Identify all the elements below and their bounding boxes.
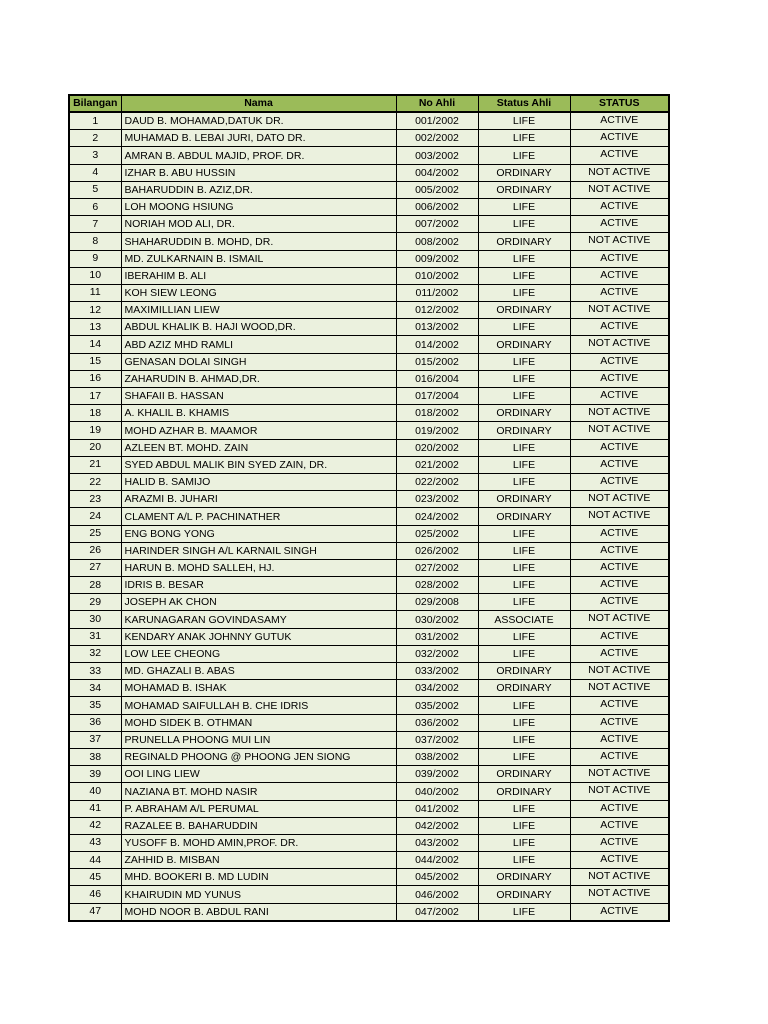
cell-no-ahli: 033/2002 — [396, 663, 478, 680]
cell-nama: IZHAR B. ABU HUSSIN — [121, 164, 396, 181]
cell-bilangan: 11 — [69, 284, 121, 301]
cell-bilangan: 4 — [69, 164, 121, 181]
table-row — [69, 611, 669, 628]
cell-status: ACTIVE — [570, 852, 669, 869]
table-row — [69, 748, 669, 765]
cell-status-ahli: ORDINARY — [478, 405, 570, 422]
cell-status-ahli: LIFE — [478, 370, 570, 387]
cell-nama: KHAIRUDIN MD YUNUS — [121, 886, 396, 903]
cell-no-ahli: 026/2002 — [396, 542, 478, 559]
cell-no-ahli: 003/2002 — [396, 147, 478, 164]
cell-bilangan: 44 — [69, 852, 121, 869]
cell-bilangan: 45 — [69, 869, 121, 886]
cell-no-ahli: 037/2002 — [396, 731, 478, 748]
table-row — [69, 164, 669, 181]
cell-bilangan: 43 — [69, 834, 121, 851]
table-row — [69, 422, 669, 439]
cell-nama: HARUN B. MOHD SALLEH, HJ. — [121, 559, 396, 576]
cell-no-ahli: 010/2002 — [396, 267, 478, 284]
cell-nama: SHAHARUDDIN B. MOHD, DR. — [121, 233, 396, 250]
cell-no-ahli: 013/2002 — [396, 319, 478, 336]
cell-bilangan: 3 — [69, 147, 121, 164]
cell-nama: ARAZMI B. JUHARI — [121, 491, 396, 508]
table-row — [69, 766, 669, 783]
cell-status-ahli: LIFE — [478, 748, 570, 765]
cell-no-ahli: 027/2002 — [396, 559, 478, 576]
table-row — [69, 508, 669, 525]
cell-status: NOT ACTIVE — [570, 491, 669, 508]
cell-bilangan: 33 — [69, 663, 121, 680]
cell-nama: MD. GHAZALI B. ABAS — [121, 663, 396, 680]
cell-no-ahli: 022/2002 — [396, 473, 478, 490]
cell-bilangan: 30 — [69, 611, 121, 628]
table-row — [69, 112, 669, 130]
cell-status: NOT ACTIVE — [570, 336, 669, 353]
cell-no-ahli: 009/2002 — [396, 250, 478, 267]
cell-nama: MOHD SIDEK B. OTHMAN — [121, 714, 396, 731]
cell-status: ACTIVE — [570, 130, 669, 147]
table-row — [69, 439, 669, 456]
cell-nama: KOH SIEW LEONG — [121, 284, 396, 301]
cell-nama: IBERAHIM B. ALI — [121, 267, 396, 284]
cell-nama: BAHARUDDIN B. AZIZ,DR. — [121, 181, 396, 198]
table-row — [69, 250, 669, 267]
cell-status-ahli: LIFE — [478, 645, 570, 662]
cell-nama: PRUNELLA PHOONG MUI LIN — [121, 731, 396, 748]
cell-status-ahli: LIFE — [478, 353, 570, 370]
cell-nama: MOHAMAD B. ISHAK — [121, 680, 396, 697]
cell-status-ahli: ORDINARY — [478, 233, 570, 250]
cell-no-ahli: 020/2002 — [396, 439, 478, 456]
cell-status: NOT ACTIVE — [570, 663, 669, 680]
cell-nama: ABD AZIZ MHD RAMLI — [121, 336, 396, 353]
cell-bilangan: 24 — [69, 508, 121, 525]
cell-no-ahli: 023/2002 — [396, 491, 478, 508]
cell-no-ahli: 029/2008 — [396, 594, 478, 611]
cell-nama: LOH MOONG HSIUNG — [121, 198, 396, 215]
table-row — [69, 542, 669, 559]
table-row — [69, 645, 669, 662]
cell-status: NOT ACTIVE — [570, 611, 669, 628]
cell-bilangan: 40 — [69, 783, 121, 800]
cell-status-ahli: ORDINARY — [478, 164, 570, 181]
cell-no-ahli: 019/2002 — [396, 422, 478, 439]
cell-status: ACTIVE — [570, 697, 669, 714]
cell-no-ahli: 047/2002 — [396, 903, 478, 921]
cell-status-ahli: LIFE — [478, 903, 570, 921]
cell-bilangan: 13 — [69, 319, 121, 336]
table-row — [69, 491, 669, 508]
table-row — [69, 181, 669, 198]
cell-nama: HALID B. SAMIJO — [121, 473, 396, 490]
cell-status-ahli: ORDINARY — [478, 869, 570, 886]
cell-bilangan: 6 — [69, 198, 121, 215]
table-row — [69, 130, 669, 147]
cell-status-ahli: LIFE — [478, 525, 570, 542]
cell-no-ahli: 036/2002 — [396, 714, 478, 731]
table-row — [69, 783, 669, 800]
cell-nama: JOSEPH AK CHON — [121, 594, 396, 611]
cell-nama: REGINALD PHOONG @ PHOONG JEN SIONG — [121, 748, 396, 765]
cell-nama: P. ABRAHAM A/L PERUMAL — [121, 800, 396, 817]
cell-status: NOT ACTIVE — [570, 164, 669, 181]
cell-bilangan: 19 — [69, 422, 121, 439]
cell-bilangan: 39 — [69, 766, 121, 783]
cell-status-ahli: LIFE — [478, 559, 570, 576]
header-bilangan: Bilangan — [69, 95, 121, 112]
cell-nama: ENG BONG YONG — [121, 525, 396, 542]
cell-bilangan: 36 — [69, 714, 121, 731]
cell-nama: MOHAMAD SAIFULLAH B. CHE IDRIS — [121, 697, 396, 714]
cell-status-ahli: LIFE — [478, 594, 570, 611]
table-row — [69, 198, 669, 215]
cell-no-ahli: 030/2002 — [396, 611, 478, 628]
table-row — [69, 731, 669, 748]
cell-status: ACTIVE — [570, 473, 669, 490]
cell-nama: ABDUL KHALIK B. HAJI WOOD,DR. — [121, 319, 396, 336]
cell-bilangan: 17 — [69, 388, 121, 405]
cell-bilangan: 5 — [69, 181, 121, 198]
cell-bilangan: 34 — [69, 680, 121, 697]
cell-nama: MUHAMAD B. LEBAI JURI, DATO DR. — [121, 130, 396, 147]
cell-no-ahli: 017/2004 — [396, 388, 478, 405]
cell-status-ahli: LIFE — [478, 542, 570, 559]
cell-nama: CLAMENT A/L P. PACHINATHER — [121, 508, 396, 525]
header-status-ahli: Status Ahli — [478, 95, 570, 112]
cell-bilangan: 1 — [69, 112, 121, 130]
cell-status-ahli: ORDINARY — [478, 783, 570, 800]
cell-status-ahli: ORDINARY — [478, 508, 570, 525]
header-no-ahli: No Ahli — [396, 95, 478, 112]
cell-status: NOT ACTIVE — [570, 680, 669, 697]
cell-status-ahli: ORDINARY — [478, 181, 570, 198]
cell-status: ACTIVE — [570, 319, 669, 336]
cell-bilangan: 16 — [69, 370, 121, 387]
cell-status: ACTIVE — [570, 353, 669, 370]
cell-no-ahli: 039/2002 — [396, 766, 478, 783]
cell-status-ahli: ORDINARY — [478, 766, 570, 783]
cell-status: ACTIVE — [570, 456, 669, 473]
cell-bilangan: 27 — [69, 559, 121, 576]
cell-status-ahli: ORDINARY — [478, 491, 570, 508]
cell-nama: MHD. BOOKERI B. MD LUDIN — [121, 869, 396, 886]
cell-status-ahli: LIFE — [478, 250, 570, 267]
cell-status: NOT ACTIVE — [570, 405, 669, 422]
header-nama: Nama — [121, 95, 396, 112]
cell-status: ACTIVE — [570, 439, 669, 456]
cell-bilangan: 10 — [69, 267, 121, 284]
cell-status: ACTIVE — [570, 748, 669, 765]
cell-no-ahli: 016/2004 — [396, 370, 478, 387]
cell-bilangan: 8 — [69, 233, 121, 250]
cell-no-ahli: 007/2002 — [396, 216, 478, 233]
cell-status-ahli: LIFE — [478, 577, 570, 594]
table-row — [69, 388, 669, 405]
cell-status-ahli: LIFE — [478, 388, 570, 405]
table-row — [69, 817, 669, 834]
table-row — [69, 216, 669, 233]
table-row — [69, 663, 669, 680]
header-row — [69, 95, 669, 112]
cell-bilangan: 18 — [69, 405, 121, 422]
cell-bilangan: 20 — [69, 439, 121, 456]
cell-status-ahli: ORDINARY — [478, 886, 570, 903]
cell-status: NOT ACTIVE — [570, 181, 669, 198]
cell-no-ahli: 004/2002 — [396, 164, 478, 181]
cell-status: ACTIVE — [570, 594, 669, 611]
cell-bilangan: 22 — [69, 473, 121, 490]
cell-bilangan: 15 — [69, 353, 121, 370]
cell-bilangan: 21 — [69, 456, 121, 473]
cell-status: ACTIVE — [570, 147, 669, 164]
cell-bilangan: 29 — [69, 594, 121, 611]
cell-nama: HARINDER SINGH A/L KARNAIL SINGH — [121, 542, 396, 559]
cell-bilangan: 38 — [69, 748, 121, 765]
cell-status-ahli: ORDINARY — [478, 302, 570, 319]
cell-status-ahli: LIFE — [478, 852, 570, 869]
header-status: STATUS — [570, 95, 669, 112]
table-row — [69, 370, 669, 387]
cell-no-ahli: 041/2002 — [396, 800, 478, 817]
table-body — [69, 112, 669, 921]
cell-bilangan: 37 — [69, 731, 121, 748]
cell-status: ACTIVE — [570, 388, 669, 405]
cell-nama: NAZIANA BT. MOHD NASIR — [121, 783, 396, 800]
cell-status: ACTIVE — [570, 903, 669, 921]
cell-status-ahli: LIFE — [478, 319, 570, 336]
cell-no-ahli: 044/2002 — [396, 852, 478, 869]
cell-bilangan: 28 — [69, 577, 121, 594]
cell-status-ahli: LIFE — [478, 130, 570, 147]
cell-bilangan: 25 — [69, 525, 121, 542]
cell-status: NOT ACTIVE — [570, 422, 669, 439]
cell-bilangan: 47 — [69, 903, 121, 921]
cell-no-ahli: 034/2002 — [396, 680, 478, 697]
cell-status-ahli: LIFE — [478, 714, 570, 731]
cell-status-ahli: ASSOCIATE — [478, 611, 570, 628]
cell-no-ahli: 046/2002 — [396, 886, 478, 903]
cell-status-ahli: LIFE — [478, 800, 570, 817]
cell-nama: SHAFAII B. HASSAN — [121, 388, 396, 405]
table-row — [69, 697, 669, 714]
table-row — [69, 852, 669, 869]
cell-nama: KARUNAGARAN GOVINDASAMY — [121, 611, 396, 628]
table-row — [69, 559, 669, 576]
cell-status: ACTIVE — [570, 370, 669, 387]
table-row — [69, 594, 669, 611]
cell-nama: MOHD AZHAR B. MAAMOR — [121, 422, 396, 439]
cell-no-ahli: 021/2002 — [396, 456, 478, 473]
table-row — [69, 800, 669, 817]
table-row — [69, 456, 669, 473]
cell-status-ahli: LIFE — [478, 473, 570, 490]
cell-nama: YUSOFF B. MOHD AMIN,PROF. DR. — [121, 834, 396, 851]
cell-bilangan: 42 — [69, 817, 121, 834]
cell-status: ACTIVE — [570, 267, 669, 284]
cell-status: NOT ACTIVE — [570, 508, 669, 525]
cell-status-ahli: LIFE — [478, 216, 570, 233]
cell-no-ahli: 015/2002 — [396, 353, 478, 370]
cell-status: ACTIVE — [570, 112, 669, 130]
table-row — [69, 233, 669, 250]
table-header — [69, 95, 669, 112]
cell-status: ACTIVE — [570, 731, 669, 748]
cell-status-ahli: LIFE — [478, 439, 570, 456]
cell-bilangan: 7 — [69, 216, 121, 233]
cell-no-ahli: 011/2002 — [396, 284, 478, 301]
cell-status: ACTIVE — [570, 198, 669, 215]
table-row — [69, 267, 669, 284]
cell-bilangan: 46 — [69, 886, 121, 903]
cell-no-ahli: 035/2002 — [396, 697, 478, 714]
cell-status: ACTIVE — [570, 628, 669, 645]
cell-status-ahli: LIFE — [478, 456, 570, 473]
cell-status-ahli: LIFE — [478, 284, 570, 301]
member-table — [68, 94, 670, 922]
cell-no-ahli: 012/2002 — [396, 302, 478, 319]
cell-nama: AZLEEN BT. MOHD. ZAIN — [121, 439, 396, 456]
cell-no-ahli: 002/2002 — [396, 130, 478, 147]
cell-status: ACTIVE — [570, 525, 669, 542]
cell-status: NOT ACTIVE — [570, 233, 669, 250]
table-row — [69, 714, 669, 731]
cell-no-ahli: 031/2002 — [396, 628, 478, 645]
cell-status: ACTIVE — [570, 645, 669, 662]
cell-bilangan: 9 — [69, 250, 121, 267]
cell-bilangan: 41 — [69, 800, 121, 817]
cell-nama: NORIAH MOD ALI, DR. — [121, 216, 396, 233]
cell-nama: AMRAN B. ABDUL MAJID, PROF. DR. — [121, 147, 396, 164]
cell-status: ACTIVE — [570, 250, 669, 267]
cell-status: ACTIVE — [570, 216, 669, 233]
cell-no-ahli: 014/2002 — [396, 336, 478, 353]
cell-no-ahli: 038/2002 — [396, 748, 478, 765]
table-row — [69, 473, 669, 490]
table-row — [69, 405, 669, 422]
cell-status-ahli: LIFE — [478, 834, 570, 851]
cell-nama: IDRIS B. BESAR — [121, 577, 396, 594]
cell-status-ahli: LIFE — [478, 147, 570, 164]
cell-status-ahli: LIFE — [478, 112, 570, 130]
table-row — [69, 147, 669, 164]
cell-nama: ZAHARUDIN B. AHMAD,DR. — [121, 370, 396, 387]
cell-no-ahli: 025/2002 — [396, 525, 478, 542]
cell-nama: DAUD B. MOHAMAD,DATUK DR. — [121, 112, 396, 130]
cell-status: ACTIVE — [570, 800, 669, 817]
cell-nama: ZAHHID B. MISBAN — [121, 852, 396, 869]
cell-status-ahli: LIFE — [478, 198, 570, 215]
cell-bilangan: 2 — [69, 130, 121, 147]
cell-status: NOT ACTIVE — [570, 886, 669, 903]
cell-status-ahli: LIFE — [478, 697, 570, 714]
cell-bilangan: 35 — [69, 697, 121, 714]
cell-bilangan: 23 — [69, 491, 121, 508]
cell-no-ahli: 032/2002 — [396, 645, 478, 662]
cell-status: ACTIVE — [570, 284, 669, 301]
cell-nama: KENDARY ANAK JOHNNY GUTUK — [121, 628, 396, 645]
cell-nama: A. KHALIL B. KHAMIS — [121, 405, 396, 422]
cell-status: ACTIVE — [570, 577, 669, 594]
table-row — [69, 903, 669, 921]
table-row — [69, 577, 669, 594]
cell-status-ahli: LIFE — [478, 731, 570, 748]
cell-no-ahli: 006/2002 — [396, 198, 478, 215]
cell-status: NOT ACTIVE — [570, 302, 669, 319]
cell-nama: SYED ABDUL MALIK BIN SYED ZAIN, DR. — [121, 456, 396, 473]
cell-nama: MD. ZULKARNAIN B. ISMAIL — [121, 250, 396, 267]
table-row — [69, 628, 669, 645]
table-row — [69, 886, 669, 903]
table-row — [69, 302, 669, 319]
cell-no-ahli: 001/2002 — [396, 112, 478, 130]
cell-no-ahli: 040/2002 — [396, 783, 478, 800]
cell-status-ahli: ORDINARY — [478, 663, 570, 680]
cell-status-ahli: ORDINARY — [478, 336, 570, 353]
cell-bilangan: 31 — [69, 628, 121, 645]
cell-status: NOT ACTIVE — [570, 783, 669, 800]
cell-no-ahli: 028/2002 — [396, 577, 478, 594]
cell-no-ahli: 005/2002 — [396, 181, 478, 198]
table-row — [69, 284, 669, 301]
table-row — [69, 680, 669, 697]
table-row — [69, 319, 669, 336]
table-row — [69, 353, 669, 370]
table-row — [69, 336, 669, 353]
table-row — [69, 525, 669, 542]
cell-nama: RAZALEE B. BAHARUDDIN — [121, 817, 396, 834]
cell-nama: MAXIMILLIAN LIEW — [121, 302, 396, 319]
cell-status: ACTIVE — [570, 542, 669, 559]
cell-nama: LOW LEE CHEONG — [121, 645, 396, 662]
cell-no-ahli: 042/2002 — [396, 817, 478, 834]
cell-bilangan: 14 — [69, 336, 121, 353]
cell-status-ahli: LIFE — [478, 628, 570, 645]
cell-bilangan: 12 — [69, 302, 121, 319]
cell-status-ahli: ORDINARY — [478, 680, 570, 697]
cell-no-ahli: 018/2002 — [396, 405, 478, 422]
cell-status: NOT ACTIVE — [570, 766, 669, 783]
cell-nama: OOI LING LIEW — [121, 766, 396, 783]
cell-status-ahli: LIFE — [478, 817, 570, 834]
cell-no-ahli: 045/2002 — [396, 869, 478, 886]
cell-status-ahli: LIFE — [478, 267, 570, 284]
cell-nama: MOHD NOOR B. ABDUL RANI — [121, 903, 396, 921]
cell-no-ahli: 008/2002 — [396, 233, 478, 250]
table-row — [69, 869, 669, 886]
table-row — [69, 834, 669, 851]
cell-bilangan: 26 — [69, 542, 121, 559]
cell-status: NOT ACTIVE — [570, 869, 669, 886]
cell-status: ACTIVE — [570, 817, 669, 834]
cell-no-ahli: 024/2002 — [396, 508, 478, 525]
cell-status: ACTIVE — [570, 834, 669, 851]
cell-status-ahli: ORDINARY — [478, 422, 570, 439]
cell-bilangan: 32 — [69, 645, 121, 662]
cell-no-ahli: 043/2002 — [396, 834, 478, 851]
cell-status: ACTIVE — [570, 559, 669, 576]
cell-nama: GENASAN DOLAI SINGH — [121, 353, 396, 370]
cell-status: ACTIVE — [570, 714, 669, 731]
